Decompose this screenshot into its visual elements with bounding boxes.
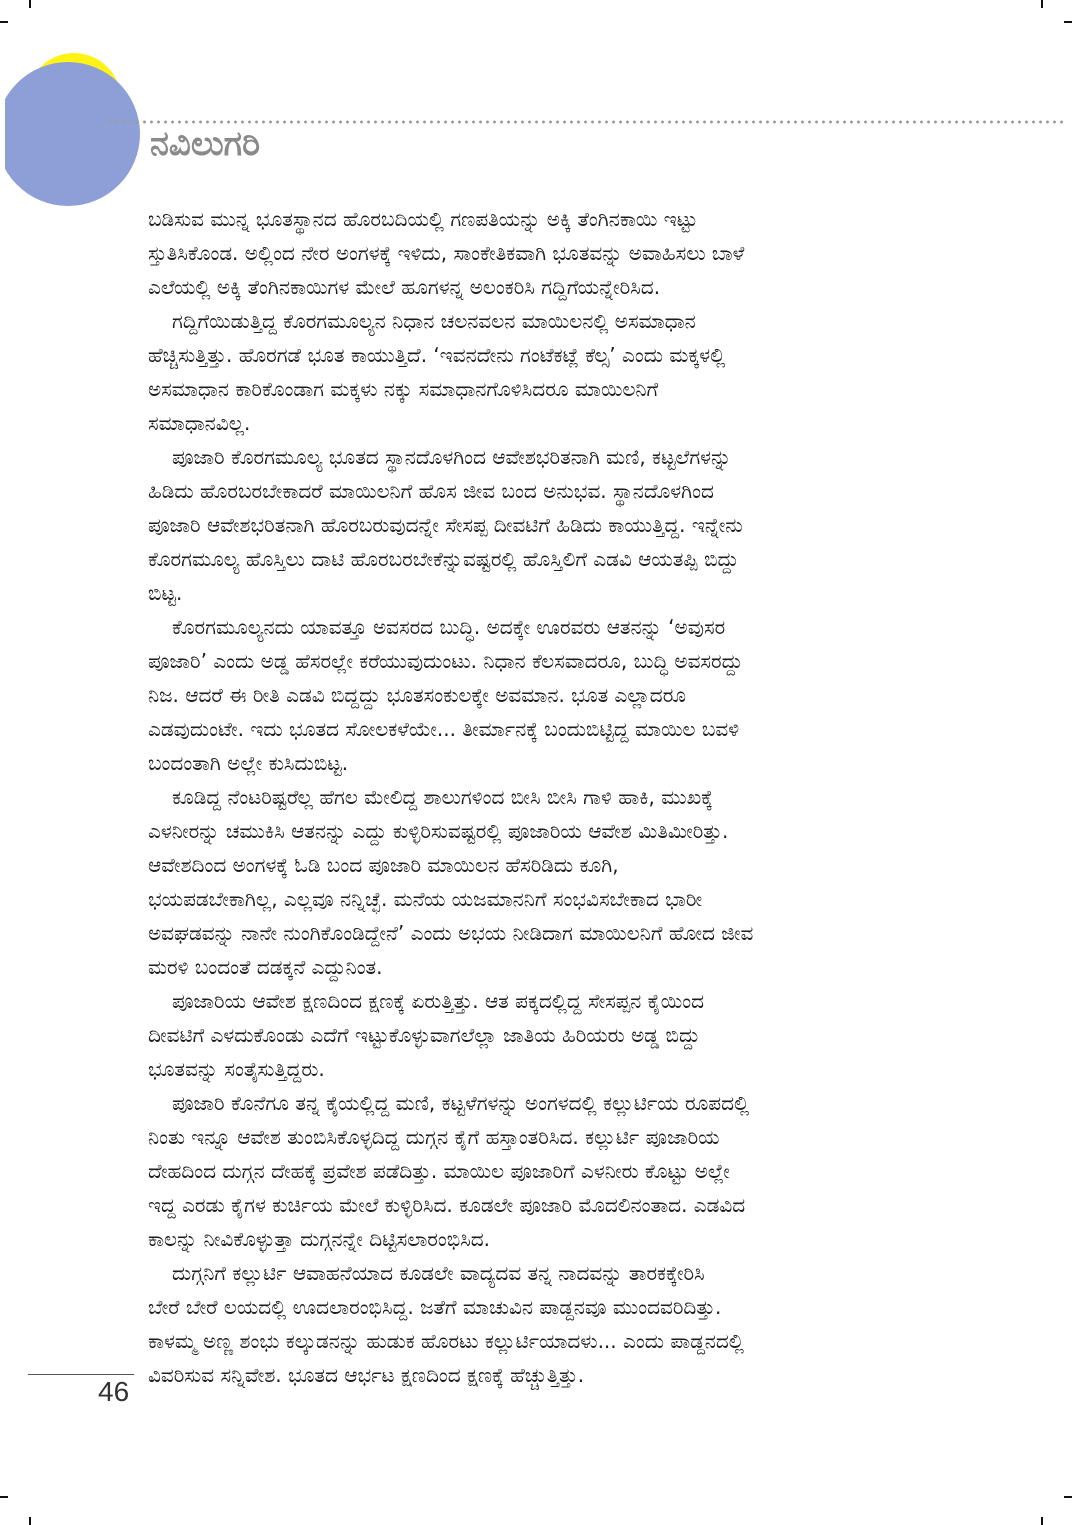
text-line: ಕೊರಗಮೂಲ್ಯ ಹೊಸ್ತಿಲು ದಾಟಿ ಹೊರಬರಬೇಕೆನ್ನುವಷ್ಟರಲ್ಲಿ ಹೊಸ್ತಿಲಿಗೆ ಎಡವಿ ಆಯತಪ್ಪಿ ಬಿದ್ದು xyxy=(148,547,739,571)
text-line: ಪೂಜಾರಿ ಕೊರಗಮೂಲ್ಯ ಭೂತದ ಸ್ಥಾನದೊಳಗಿಂದ ಆವೇಶಭರಿತನಾಗಿ ಮಣಿ, ಕಟ್ಟಲೆಗಳನ್ನು xyxy=(172,445,732,469)
text-line: ಕೂಡಿದ್ದ ನೆಂಟರಿಷ್ಟರೆಲ್ಲ ಹೆಗಲ ಮೇಲಿದ್ದ ಶಾಲುಗಳಿಂದ ಬೀಸಿ ಬೀಸಿ ಗಾಳಿ ಹಾಕಿ, ಮುಖಕ್ಕೆ xyxy=(172,785,713,809)
decorative-circle-blue xyxy=(0,62,140,206)
text-line: ಇದ್ದ ಎರಡು ಕೈಗಳ ಕುರ್ಚಿಯ ಮೇಲೆ ಕುಳ್ಳಿರಿಸಿದ. ಕೂಡಲೇ ಪೂಜಾರಿ ಮೊದಲಿನಂತಾದ. ಎಡವಿದ xyxy=(148,1193,746,1217)
paragraph xyxy=(148,984,948,1086)
paragraph xyxy=(148,780,948,984)
text-line: ದೇಹದಿಂದ ದುಗ್ಗನ ದೇಹಕ್ಕೆ ಪ್ರವೇಶ ಪಡೆದಿತ್ತು. ಮಾಯಿಲ ಪೂಜಾರಿಗೆ ಎಳನೀರು ಕೊಟ್ಟು ಅಲ್ಲೇ xyxy=(148,1159,730,1183)
footer-rule xyxy=(28,1374,134,1375)
article-body xyxy=(148,202,948,1392)
text-line: ಪೂಜಾರಿ ಕೊನೆಗೂ ತನ್ನ ಕೈಯಲ್ಲಿದ್ದ ಮಣಿ, ಕಟ್ಟಳೆಗಳನ್ನು ಅಂಗಳದಲ್ಲಿ ಕಲ್ಲುರ್ಟಿಯ ರೂಪದಲ್ಲಿ xyxy=(172,1091,750,1115)
text-line: ಸಮಾಧಾನವಿಲ್ಲ. xyxy=(148,411,251,435)
text-line: ನಿಂತು ಇನ್ನೂ ಆವೇಶ ತುಂಬಿಸಿಕೊಳ್ಳದಿದ್ದ ದುಗ್ಗನ ಕೈಗೆ ಹಸ್ತಾಂತರಿಸಿದ. ಕಲ್ಲುರ್ಟಿ ಪೂಜಾರಿಯ xyxy=(148,1125,720,1149)
paragraph xyxy=(148,610,948,780)
text-line: ಎಲೆಯಲ್ಲಿ ಅಕ್ಕಿ ತೆಂಗಿನಕಾಯಿಗಳ ಮೇಲೆ ಹೂಗಳನ್ನ ಅಲಂಕರಿಸಿ ಗದ್ದಿಗೆಯನ್ನೇರಿಸಿದ. xyxy=(148,275,661,299)
text-line: ಭೂತವನ್ನು ಸಂತೈಸುತ್ತಿದ್ದರು. xyxy=(148,1057,325,1081)
text-line: ಎಡವುದುಂಟೇ. ಇದು ಭೂತದ ಸೋಲಕಳೆಯೇ... ತೀರ್ಮಾನಕ್ಕೆ ಬಂದುಬಿಟ್ಟಿದ್ದ ಮಾಯಿಲ ಬವಳಿ xyxy=(148,717,740,741)
text-line: ಪೂಜಾರಿ’ ಎಂದು ಅಡ್ಡ ಹೆಸರಲ್ಲೇ ಕರೆಯುವುದುಂಟು. ನಿಧಾನ ಕೆಲಸವಾದರೂ, ಬುದ್ಧಿ ಅವಸರದ್ದು xyxy=(148,649,743,673)
crop-mark-top-left-horizontal xyxy=(0,21,8,23)
text-line: ಕಾಳಮ್ಮ ಅಣ್ಣ ಶಂಭು ಕಲ್ಕುಡನನ್ನು ಹುಡುಕ ಹೊರಟು ಕಲ್ಲುರ್ಟಿಯಾದಳು... ಎಂದು ಪಾಡ್ದನದಲ್ಲಿ xyxy=(148,1329,744,1353)
text-line: ಹಿಡಿದು ಹೊರಬರಬೇಕಾದರೆ ಮಾಯಿಲನಿಗೆ ಹೊಸ ಜೀವ ಬಂದ ಅನುಭವ. ಸ್ಥಾನದೊಳಗಿಂದ xyxy=(148,479,714,503)
text-line: ಬಂದಂತಾಗಿ ಅಲ್ಲೇ ಕುಸಿದುಬಿಟ್ಟ. xyxy=(148,751,349,775)
text-line: ದುಗ್ಗನಿಗೆ ಕಲ್ಲುರ್ಟಿ ಆವಾಹನೆಯಾದ ಕೂಡಲೇ ವಾದ್ಯದವ ತನ್ನ ನಾದವನ್ನು ತಾರಕಕ್ಕೇರಿಸಿ xyxy=(172,1261,705,1285)
crop-mark-top-right-vertical xyxy=(1041,0,1043,8)
page-number: 46 xyxy=(98,1376,130,1407)
text-line: ಬಡಿಸುವ ಮುನ್ನ ಭೂತಸ್ಥಾನದ ಹೊರಬದಿಯಲ್ಲಿ ಗಣಪತಿಯನ್ನು ಅಕ್ಕಿ ತೆಂಗಿನಕಾಯಿ ಇಟ್ಟು xyxy=(148,207,698,231)
section-title: ನವಿಲುಗರಿ xyxy=(150,124,261,164)
crop-mark-bottom-right-horizontal xyxy=(1064,1496,1072,1498)
crop-mark-top-right-horizontal xyxy=(1064,21,1072,23)
text-line: ಅಸಮಾಧಾನ ಕಾರಿಕೊಂಡಾಗ ಮಕ್ಕಳು ನಕ್ಕು ಸಮಾಧಾನಗೊಳಿಸಿದರೂ ಮಾಯಿಲನಿಗೆ xyxy=(148,377,659,401)
text-line: ಬೇರೆ ಬೇರೆ ಲಯದಲ್ಲಿ ಊದಲಾರಂಭಿಸಿದ್ದ. ಜತೆಗೆ ಮಾಚುವಿನ ಪಾಡ್ದನವೂ ಮುಂದವರಿದಿತ್ತು. xyxy=(148,1295,722,1319)
text-line: ಸ್ತುತಿಸಿಕೊಂಡ. ಅಲ್ಲಿಂದ ನೇರ ಅಂಗಳಕ್ಕೆ ಇಳಿದು, ಸಾಂಕೇತಿಕವಾಗಿ ಭೂತವನ್ನು ಅವಾಹಿಸಲು ಬಾಳೆ xyxy=(148,241,745,265)
crop-mark-bottom-left-vertical xyxy=(29,1517,31,1525)
text-line: ಆವೇಶದಿಂದ ಅಂಗಳಕ್ಕೆ ಓಡಿ ಬಂದ ಪೂಜಾರಿ ಮಾಯಿಲನ ಹೆಸರಿಡಿದು ಕೂಗಿ, xyxy=(148,853,619,877)
text-line: ಪೂಜಾರಿ ಆವೇಶಭರಿತನಾಗಿ ಹೊರಬರುವುದನ್ನೇ ಸೇಸಪ್ಪ ದೀವಟಿಗೆ ಹಿಡಿದು ಕಾಯುತ್ತಿದ್ದ. ಇನ್ನೇನು xyxy=(148,513,743,537)
text-line: ಪೂಜಾರಿಯ ಆವೇಶ ಕ್ಷಣದಿಂದ ಕ್ಷಣಕ್ಕೆ ಏರುತ್ತಿತ್ತು. ಆತ ಪಕ್ಕದಲ್ಲಿದ್ದ ಸೇಸಪ್ಪನ ಕೈಯಿಂದ xyxy=(172,989,705,1013)
crop-mark-bottom-right-vertical xyxy=(1041,1517,1043,1525)
text-line: ಗದ್ದಿಗೆಯಿಡುತ್ತಿದ್ದ ಕೊರಗಮೂಲ್ಯನ ನಿಧಾನ ಚಲನವಲನ ಮಾಯಿಲನಲ್ಲಿ ಅಸಮಾಧಾನ xyxy=(172,309,696,333)
paragraph xyxy=(148,440,948,610)
text-line: ದೀವಟಿಗೆ ಎಳದುಕೊಂಡು ಎದೆಗೆ ಇಟ್ಟುಕೊಳ್ಳುವಾಗಲೆಲ್ಲಾ ಜಾತಿಯ ಹಿರಿಯರು ಅಡ್ಡ ಬಿದ್ದು xyxy=(148,1023,701,1047)
paragraph xyxy=(148,304,948,440)
paragraph xyxy=(148,202,948,304)
text-line: ವಿವರಿಸುವ ಸನ್ನಿವೇಶ. ಭೂತದ ಆರ್ಭಟ ಕ್ಷಣದಿಂದ ಕ್ಷಣಕ್ಕೆ ಹೆಚ್ಚುತ್ತಿತ್ತು. xyxy=(148,1363,585,1387)
text-line: ನಿಜ. ಆದರೆ ಈ ರೀತಿ ಎಡವಿ ಬಿದ್ದದ್ದು ಭೂತಸಂಕುಲಕ್ಕೇ ಅವಮಾನ. ಭೂತ ಎಲ್ಲಾದರೂ xyxy=(148,683,687,707)
crop-mark-bottom-left-horizontal xyxy=(0,1496,8,1498)
text-line: ಕೊರಗಮೂಲ್ಯನದು ಯಾವತ್ತೂ ಅವಸರದ ಬುದ್ಧಿ. ಅದಕ್ಕೇ ಊರವರು ಆತನನ್ನು ‘ಅವುಸರ xyxy=(172,615,726,639)
paragraph xyxy=(148,1256,948,1392)
text-line: ಎಳನೀರನ್ನು ಚಮುಕಿಸಿ ಆತನನ್ನು ಎದ್ದು ಕುಳ್ಳಿರಿಸುವಷ್ಟರಲ್ಲಿ ಪೂಜಾರಿಯ ಆವೇಶ ಮಿತಿಮೀರಿತ್ತು. xyxy=(148,819,729,843)
paragraph xyxy=(148,1086,948,1256)
text-line: ಅವಘಡವನ್ನು ನಾನೇ ನುಂಗಿಕೊಂಡಿದ್ದೇನೆ’ ಎಂದು ಅಭಯ ನೀಡಿದಾಗ ಮಾಯಿಲನಿಗೆ ಹೋದ ಜೀವ xyxy=(148,921,754,945)
text-line: ಬಿಟ್ಟ. xyxy=(148,581,183,605)
text-line: ಭಯಪಡಬೇಕಾಗಿಲ್ಲ, ಎಲ್ಲವೂ ನನ್ನಿಚ್ಛೆ. ಮನೆಯ ಯಜಮಾನನಿಗೆ ಸಂಭವಿಸಬೇಕಾದ ಭಾರೀ xyxy=(148,887,703,911)
text-line: ಹೆಚ್ಚಿಸುತ್ತಿತ್ತು. ಹೊರಗಡೆ ಭೂತ ಕಾಯುತ್ತಿದೆ. ‘ಇವನದೇನು ಗಂಟೆಕಟ್ಲೆ ಕೆಲ್ಸ’ ಎಂದು ಮಕ್ಕಳಲ್ಲಿ xyxy=(148,343,726,367)
text-line: ಕಾಲನ್ನು ನೀವಿಕೊಳ್ಳುತ್ತಾ ದುಗ್ಗನನ್ನೇ ದಿಟ್ಟಿಸಲಾರಂಭಿಸಿದ. xyxy=(148,1227,491,1251)
crop-mark-top-left-vertical xyxy=(29,0,31,8)
text-line: ಮರಳಿ ಬಂದಂತೆ ದಡಕ್ಕನೆ ಎದ್ದುನಿಂತ. xyxy=(148,955,383,979)
